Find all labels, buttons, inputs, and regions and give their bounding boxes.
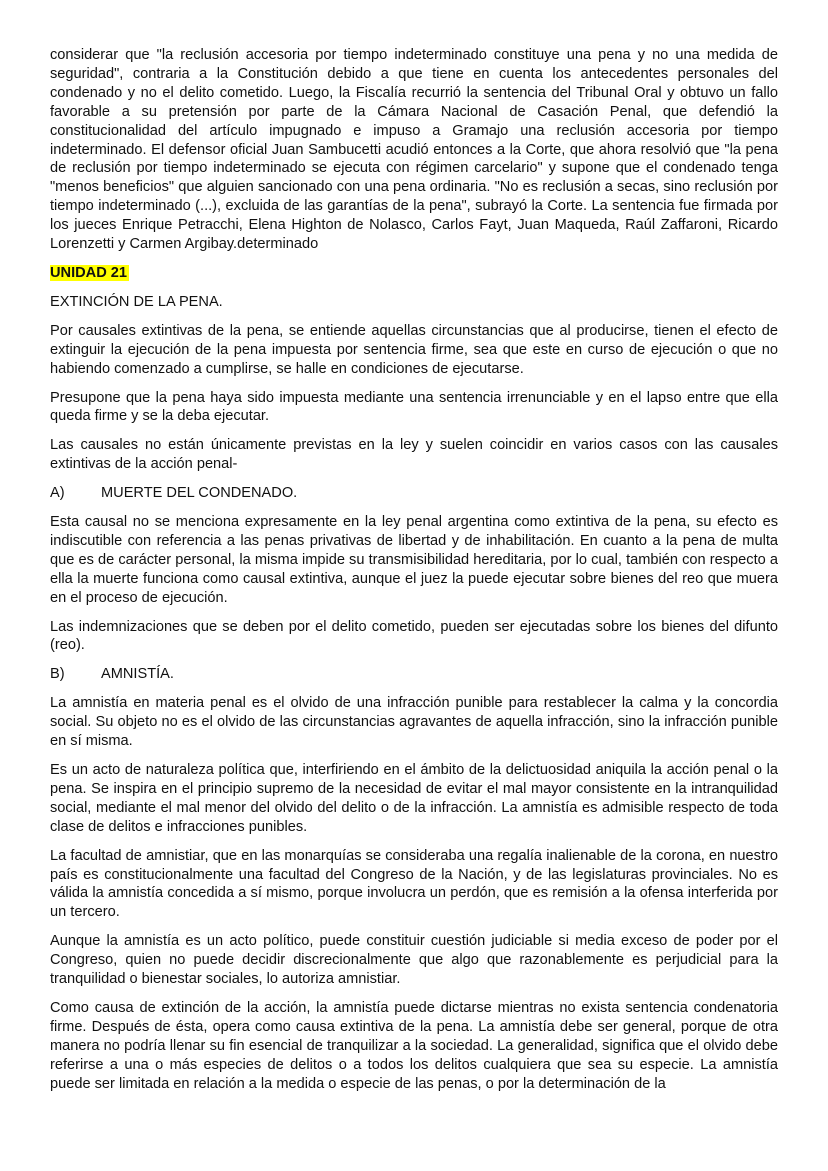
section-heading-a xyxy=(50,484,778,503)
unit-title: EXTINCIÓN DE LA PENA. xyxy=(50,293,223,310)
section-letter: B) xyxy=(50,666,65,683)
section-title: MUERTE DEL CONDENADO. xyxy=(101,485,298,502)
paragraph: La amnistía en materia penal es el olvido de una infracción punible para restablecer la calma y la concordia social. Su objeto no es el olvido de las circunstancias agravantes de aquella infracción, sino la infracción punible en sí misma. xyxy=(50,695,778,750)
section-heading-b xyxy=(50,665,778,684)
paragraph: Es un acto de naturaleza política que, interfiriendo en el ámbito de la delictuosidad aniquila la acción penal o la pena. Se inspira en el principio supremo de la necesidad de evitar el mal mayor consistente en la intranquilidad social, mediante el mal menor del olvido del delito o de la infracción. La amnistía es admisible respecto de toda clase de delitos e infracciones punibles. xyxy=(50,762,778,835)
unit-label-highlight: UNIDAD 21 xyxy=(50,264,128,281)
unit-label xyxy=(50,264,778,283)
intro-paragraph: considerar que "la reclusión accesoria por tiempo indeterminado constituye una pena y no una medida de seguridad", contraria a la Constitución debido a que tiene en cuenta los antecedentes personales del condenado y no el delito cometido. Luego, la Fiscalía recurrió la sentencia del Tribunal Oral y obtuvo un fallo favorable a su pretensión por parte de la Cámara Nacional de Casación Penal, que defendió la constitucionalidad del artículo impugnado e impuso a Gramajo una reclusión accesoria por tiempo indeterminado. El defensor oficial Juan Sambucetti acudió entonces a la Corte, que ahora resolvió que "la pena de reclusión por tiempo indeterminado se ejecuta con régimen carcelario" y supone que el condenado tenga "menos beneficios" que alguien sancionado con una pena ordinaria. "No es reclusión a secas, sino reclusión por tiempo indeterminado (...), excluida de las garantías de la pena", subrayó la Corte. La sentencia fue firmada por los jueces Enrique Petracchi, Elena Highton de Nolasco, Carlos Fayt, Juan Maqueda, Raúl Zaffaroni, Ricardo Lorenzetti y Carmen Argibay.determinado xyxy=(50,47,778,253)
paragraph: Esta causal no se menciona expresamente en la ley penal argentina como extintiva de la pena, su efecto es indiscutible con referencia a las penas privativas de libertad y de inhabilitación. En cuanto a la pena de multa que es de carácter personal, la misma impide su transmisibilidad hereditaria, por lo cual, también con respecto a ella la muerte funciona como causal extintiva, aunque el juez la puede ejecutar sobre bienes del reo que muera en el proceso de ejecución. xyxy=(50,514,778,606)
paragraph: Como causa de extinción de la acción, la amnistía puede dictarse mientras no exista sentencia condenatoria firme. Después de ésta, opera como causa extintiva de la pena. La amnistía debe ser general, porque de otra manera no podría llenar su fin esencial de tranquilizar a la sociedad. La generalidad, significa que el olvido debe referirse a una o más especies de delitos o a todos los delitos cualquiera que sea su especie. La amnistía puede ser limitada en relación a la medida o especie de las penas, o por la determinación de la xyxy=(50,999,778,1092)
paragraph: Por causales extintivas de la pena, se entiende aquellas circunstancias que al producirse, tienen el efecto de extinguir la ejecución de la pena impuesta por sentencia firme, sea que este en curso de ejecución o que no habiendo comenzado a cumplirse, se halle en condiciones de ejecutarse. xyxy=(50,322,778,377)
paragraph: Aunque la amnistía es un acto político, puede constituir cuestión judiciable si media exceso de poder por el Congreso, quien no puede decidir discrecionalmente que algo que razonablemente es perjudicial para la tranquilidad o bienestar sociales, lo autoriza amnistiar. xyxy=(50,933,778,988)
paragraph: La facultad de amnistiar, que en las monarquías se consideraba una regalía inalienable de la corona, en nuestro país es constitucionalmente una facultad del Congreso de la Nación, y de las legislaturas provinciales. No es válida la amnistía concedida a sí mismo, porque involucra un perdón, que es remisión a la ofensa interferida por un tercero. xyxy=(50,847,778,921)
paragraph: Presupone que la pena haya sido impuesta mediante una sentencia irrenunciable y en el lapso entre que ella queda firme y se la deba ejecutar. xyxy=(50,389,778,425)
paragraph: Las indemnizaciones que se deben por el delito cometido, pueden ser ejecutadas sobre los bienes del difunto (reo). xyxy=(50,618,778,654)
section-title: AMNISTÍA. xyxy=(101,666,174,683)
paragraph: Las causales no están únicamente previstas en la ley y suelen coincidir en varios casos con las causales extintivas de la acción penal- xyxy=(50,437,778,473)
section-letter: A) xyxy=(50,485,65,502)
